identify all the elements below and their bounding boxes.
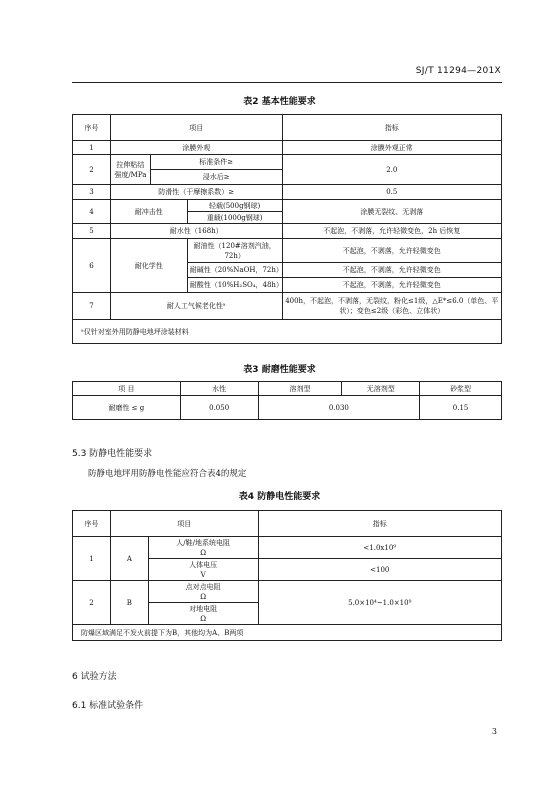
table4-r2-class: B — [110, 581, 148, 625]
table4-caption: 表4 防静电性能要求 — [238, 492, 321, 502]
table4-head-item: 项目 — [110, 511, 258, 537]
table2-r5-item: 耐水性（168h） — [110, 224, 282, 239]
table3-head-water: 水性 — [180, 382, 258, 396]
table2-r1-item: 涂膜外观 — [110, 141, 282, 155]
table3-head-solvent: 溶剂型 — [258, 382, 342, 396]
table4-r2-item1 — [148, 581, 258, 603]
table2-r6-value3: 不起泡，不剥落，允许轻微变色 — [282, 278, 501, 293]
table2-r4-value: 涂膜无裂纹、无剥落 — [282, 200, 501, 224]
table4-r2-item1-label: 点对点电阻 — [185, 582, 221, 591]
table2-r2-no: 2 — [73, 155, 111, 185]
table2-r6-sub1: 耐油性（120#溶剂汽油，72h） — [187, 239, 282, 263]
section-6-title: 6 试验方法 — [72, 672, 117, 682]
table2-r7-no: 7 — [73, 293, 111, 320]
table3-value-solvent: 0.030 — [258, 396, 420, 420]
table2-r7-value: 400h，不起泡，不剥落，无裂纹，粉化≤1级，△E*≤6.0（单色、平状）；变色≤2级（彩色、立体状） — [282, 293, 501, 320]
table3-row-label: 耐磨性 ≤ g — [73, 396, 181, 420]
table2-r5-value: 不起泡，不剥落，允许轻微变色，2h 后恢复 — [282, 224, 501, 239]
table4-r1-no: 1 — [73, 537, 111, 581]
table2 — [72, 114, 502, 344]
table4-r1-item1 — [148, 537, 258, 559]
table2-r3-item: 防滑性（干摩擦系数）≥ — [110, 185, 282, 200]
table2-head-index: 指标 — [282, 115, 501, 141]
table3-head-mortar: 砂浆型 — [420, 382, 502, 396]
table4 — [72, 510, 502, 641]
section-6-1-title: 6.1 标准试验条件 — [72, 701, 144, 711]
table4-r1-item1-unit: Ω — [200, 548, 207, 557]
table4-r2-item2 — [148, 603, 258, 625]
table2-r3-value: 0.5 — [282, 185, 501, 200]
document-number: SJ/T 11294—201X — [415, 66, 501, 76]
section-5-3-title: 5.3 防静电性能要求 — [72, 449, 153, 459]
table2-r6-sub3: 耐酸性（10%H₂SO₄，48h） — [187, 278, 282, 293]
table2-r6-no: 6 — [73, 239, 111, 293]
table4-r1-value1: <1.0x10⁹ — [258, 537, 501, 559]
table4-footnote: 防爆区域满足不发火前提下为B，其他均为A、B两项 — [73, 625, 502, 641]
table4-r2-item2-label: 对地电阻 — [189, 604, 218, 613]
table4-r1-item2-label: 人体电压 — [189, 560, 218, 569]
table4-r2-no: 2 — [73, 581, 111, 625]
table2-r1-value: 涂膜外观正常 — [282, 141, 501, 155]
table3-value-water: 0.050 — [180, 396, 258, 420]
table2-r4-sub2: 重载(1000g钢球) — [187, 212, 282, 224]
table3-caption: 表3 耐磨性能要求 — [243, 365, 316, 375]
table2-r1-no: 1 — [73, 141, 111, 155]
table2-r3-no: 3 — [73, 185, 111, 200]
table2-r7-item: 耐人工气候老化性ᵃ — [110, 293, 282, 320]
table2-caption: 表2 基本性能要求 — [243, 97, 316, 107]
header-rule — [72, 82, 502, 83]
table2-r2-label: 拉伸粘结强度/MPa — [110, 155, 150, 185]
table2-r6-value1: 不起泡，不剥落，允许轻微变色 — [282, 239, 501, 263]
table4-r2-value: 5.0×10⁴~1.0×10⁹ — [258, 581, 501, 625]
table2-r6-sub2: 耐碱性（20%NaOH，72h） — [187, 263, 282, 278]
table2-r6-label: 耐化学性 — [110, 239, 187, 293]
table3-head-item: 项 目 — [73, 382, 181, 396]
table4-r2-item1-unit: Ω — [200, 592, 207, 601]
table2-head-item: 项目 — [110, 115, 282, 141]
table2-r6-value2: 不起泡，不剥落，允许轻微变色 — [282, 263, 501, 278]
table2-head-no: 序号 — [73, 115, 111, 141]
table4-r1-item1-label: 人/鞋/地系统电阻 — [176, 538, 231, 547]
table2-r2-value: 2.0 — [282, 155, 501, 185]
table4-r1-value2: <100 — [258, 559, 501, 581]
section-5-3-text: 防静电地坪用防静电性能应符合表4的规定 — [88, 469, 247, 479]
table2-r2-sub1: 标准条件≥ — [150, 155, 282, 170]
table3-head-solventless: 无溶剂型 — [342, 382, 420, 396]
table4-r1-class: A — [110, 537, 148, 581]
table3-value-mortar: 0.15 — [420, 396, 502, 420]
table3 — [72, 381, 502, 420]
table2-r4-label: 耐冲击性 — [110, 200, 187, 224]
table2-r4-sub1: 轻载(500g钢球) — [187, 200, 282, 212]
table4-r2-item2-unit: Ω — [200, 614, 207, 623]
page-number: 3 — [491, 727, 497, 736]
table2-r5-no: 5 — [73, 224, 111, 239]
table4-head-no: 序号 — [73, 511, 111, 537]
table4-head-index: 指标 — [258, 511, 501, 537]
table4-r1-item2-unit: V — [200, 570, 206, 579]
table4-r1-item2 — [148, 559, 258, 581]
table2-footnote: ᵃ仅针对室外用防静电地坪涂装材料 — [73, 320, 502, 344]
table2-r2-sub2: 浸水后≥ — [150, 170, 282, 185]
table2-r4-no: 4 — [73, 200, 111, 224]
